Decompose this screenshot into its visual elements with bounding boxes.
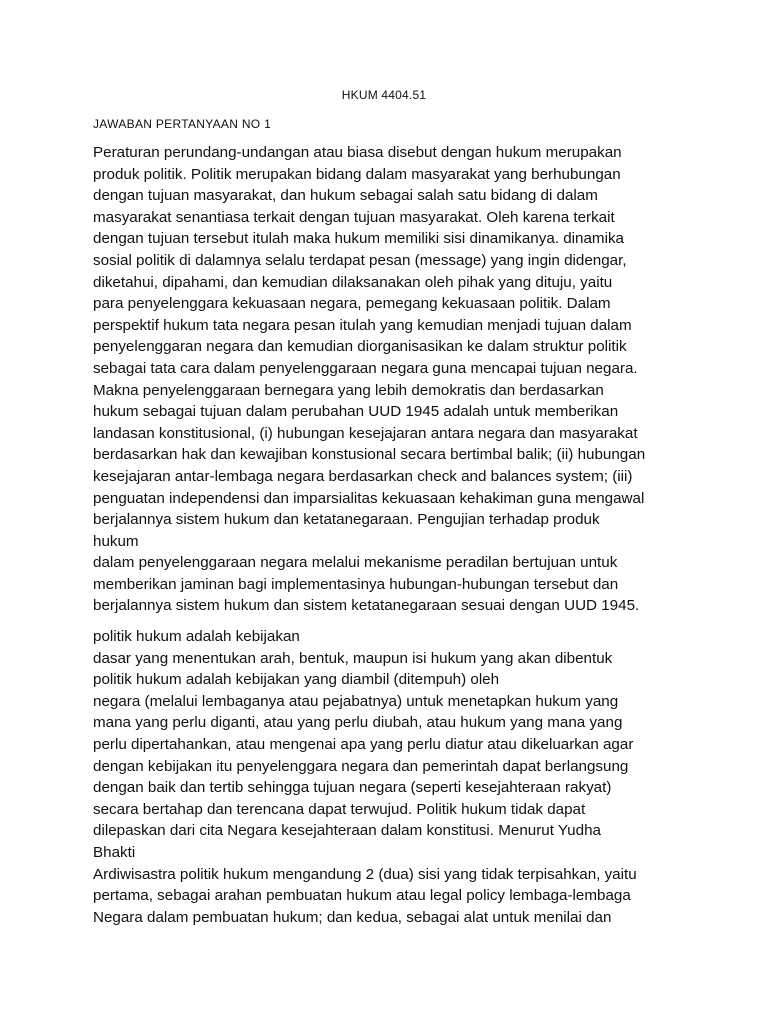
text-line: dengan baik dan tertib sehingga tujuan negara (seperti kesejahteraan rakyat) bbox=[93, 779, 612, 797]
text-line: sebagai tata cara dalam penyelenggaraan negara guna mencapai tujuan negara. bbox=[93, 359, 638, 377]
text-line: negara (melalui lembaganya atau pejabatnya) untuk menetapkan hukum yang bbox=[93, 692, 619, 710]
text-line: Makna penyelenggaraan bernegara yang lebih demokratis dan berdasarkan bbox=[93, 381, 604, 399]
text-line: produk politik. Politik merupakan bidang dalam masyarakat yang berhubungan bbox=[93, 165, 621, 183]
paragraph-1 bbox=[93, 142, 693, 617]
text-line: Ardiwisastra politik hukum mengandung 2 (dua) sisi yang tidak terpisahkan, yaitu bbox=[93, 865, 637, 883]
text-line: perlu dipertahankan, atau mengenai apa yang perlu diatur atau dikeluarkan agar bbox=[93, 736, 634, 754]
text-line: dasar yang menentukan arah, bentuk, maupun isi hukum yang akan dibentuk bbox=[93, 649, 613, 667]
text-line: dengan tujuan masyarakat, dan hukum sebagai salah satu bidang di dalam bbox=[93, 187, 598, 205]
text-line: para penyelenggara kekuasaan negara, pemegang kekuasaan politik. Dalam bbox=[93, 295, 611, 313]
text-line: pertama, sebagai arahan pembuatan hukum atau legal policy lembaga-lembaga bbox=[93, 887, 631, 905]
text-line: hukum bbox=[93, 532, 139, 550]
paragraph-2 bbox=[93, 626, 693, 928]
text-line: hukum sebagai tujuan dalam perubahan UUD 1945 adalah untuk memberikan bbox=[93, 403, 619, 421]
text-line: Peraturan perundang-undangan atau biasa disebut dengan hukum merupakan bbox=[93, 144, 622, 161]
text-line: landasan konstitusional, (i) hubungan kesejajaran antara negara dan masyarakat bbox=[93, 424, 638, 442]
text-line: memberikan jaminan bagi implementasinya hubungan-hubungan tersebut dan bbox=[93, 575, 619, 593]
paragraph-spacer bbox=[93, 617, 693, 626]
text-line: kesejajaran antar-lembaga negara berdasarkan check and balances system; (iii) bbox=[93, 467, 633, 485]
text-line: mana yang perlu diganti, atau yang perlu diubah, atau hukum yang mana yang bbox=[93, 714, 623, 732]
text-line: dengan kebijakan itu penyelenggara negara dan pemerintah dapat berlangsung bbox=[93, 757, 629, 775]
text-line: berjalannya sistem hukum dan ketatanegaraan. Pengujian terhadap produk bbox=[93, 511, 600, 529]
text-line: politik hukum adalah kebijakan yang diambil (ditempuh) oleh bbox=[93, 671, 500, 689]
text-line: berjalannya sistem hukum dan sistem ketatanegaraan sesuai dengan UUD 1945. bbox=[93, 597, 640, 615]
text-line: dilepaskan dari cita Negara kesejahteraan dalam konstitusi. Menurut Yudha bbox=[93, 822, 601, 840]
text-line: diketahui, dipahami, dan kemudian dilaksanakan oleh pihak yang dituju, yaitu bbox=[93, 273, 613, 291]
answer-heading: JAWABAN PERTANYAAN NO 1 bbox=[93, 117, 272, 131]
text-line: perspektif hukum tata negara pesan itulah yang kemudian menjadi tujuan dalam bbox=[93, 316, 632, 334]
document-body bbox=[93, 142, 693, 928]
text-line: politik hukum adalah kebijakan bbox=[93, 628, 300, 646]
text-line: secara bertahap dan terencana dapat terwujud. Politik hukum tidak dapat bbox=[93, 800, 586, 818]
text-line: penguatan independensi dan imparsialitas kekuasaan kehakiman guna mengawal bbox=[93, 489, 645, 507]
text-line: Bhakti bbox=[93, 844, 136, 861]
document-code: HKUM 4404.51 bbox=[341, 88, 427, 102]
text-line: berdasarkan hak dan kewajiban konstusional secara bertimbal balik; (ii) hubungan bbox=[93, 446, 646, 464]
text-line: masyarakat senantiasa terkait dengan tujuan masyarakat. Oleh karena terkait bbox=[93, 208, 615, 226]
text-line: sosial politik di dalamnya selalu terdapat pesan (message) yang ingin didengar, bbox=[93, 251, 627, 269]
text-line: dalam penyelenggaraan negara melalui mekanisme peradilan bertujuan untuk bbox=[93, 554, 618, 572]
text-line: penyelenggaran negara dan kemudian diorganisasikan ke dalam struktur politik bbox=[93, 338, 627, 356]
text-line: Negara dalam pembuatan hukum; dan kedua, sebagai alat untuk menilai dan bbox=[93, 908, 612, 926]
text-line: dengan tujuan tersebut itulah maka hukum memiliki sisi dinamikanya. dinamika bbox=[93, 230, 624, 248]
